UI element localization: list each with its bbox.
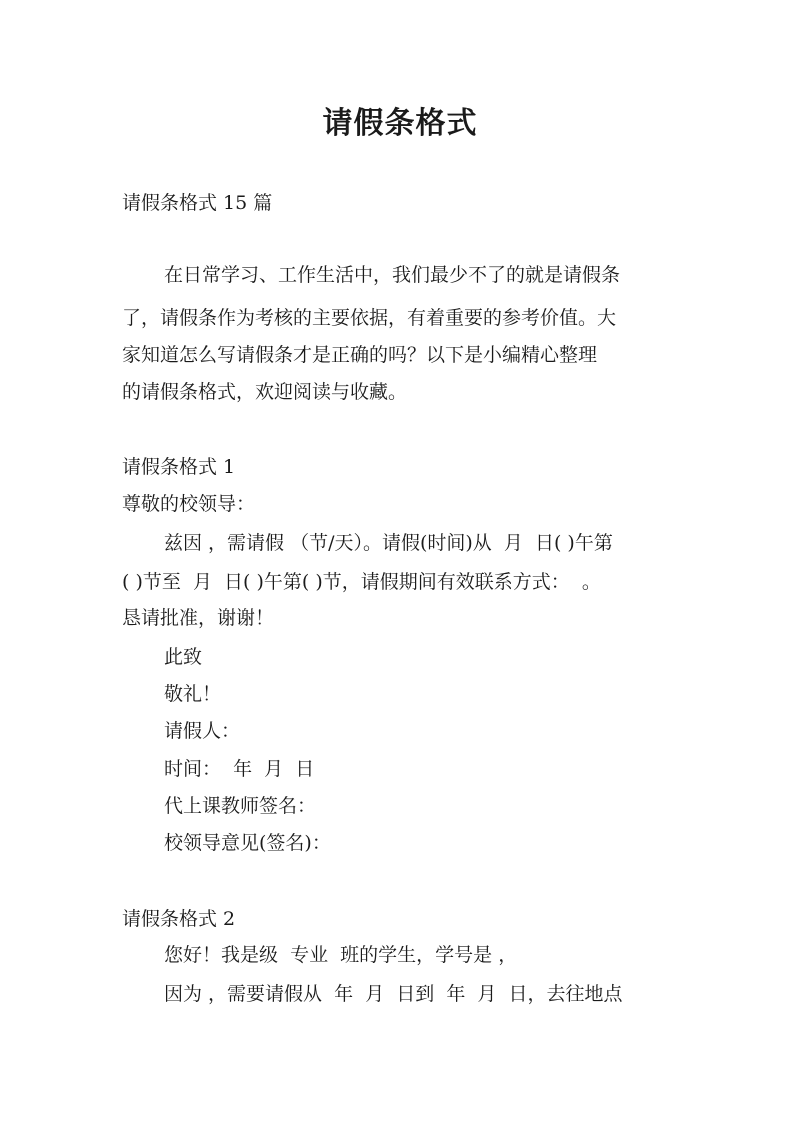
document-subtitle: 请假条格式 15 篇 [122, 192, 273, 214]
closing-date: 时间： 年 月 日 [164, 758, 315, 780]
closing-applicant: 请假人： [164, 720, 241, 742]
closing-salutation: 此致 [164, 646, 203, 668]
closing-regards: 敬礼！ [164, 683, 222, 705]
section1-body-line-2: ( )节至 月 日( )午第( )节，请假期间有效联系方式： 。 [122, 571, 601, 593]
closing-substitute-teacher: 代上课教师签名： [164, 795, 317, 817]
section1-body-line-1: 兹因 ，需请假 （节/天）。请假(时间)从 月 日( )午第 [164, 532, 613, 554]
section2-body-line-2: 因为 ，需要请假从 年 月 日到 年 月 日，去往地点 [164, 983, 623, 1005]
section2-body-line-1: 您好！我是级 专业 班的学生，学号是 ， [164, 944, 518, 966]
section1-body-line-3: 恳请批准，谢谢！ [122, 607, 275, 629]
document-title: 请假条格式 [322, 106, 478, 141]
section2-heading: 请假条格式 2 [122, 908, 236, 930]
intro-line-3: 家知道怎么写请假条才是正确的吗？以下是小编精心整理 [122, 344, 598, 366]
section1-heading: 请假条格式 1 [122, 456, 236, 478]
section1-salutation: 尊敬的校领导： [122, 493, 256, 515]
closing-leader-opinion: 校领导意见(签名)： [164, 832, 331, 854]
intro-line-1: 在日常学习、工作生活中，我们最少不了的就是请假条 [164, 264, 621, 286]
intro-line-2: 了，请假条作为考核的主要依据，有着重要的参考价值。大 [122, 307, 617, 329]
intro-line-4: 的请假条格式，欢迎阅读与收藏。 [122, 381, 408, 403]
